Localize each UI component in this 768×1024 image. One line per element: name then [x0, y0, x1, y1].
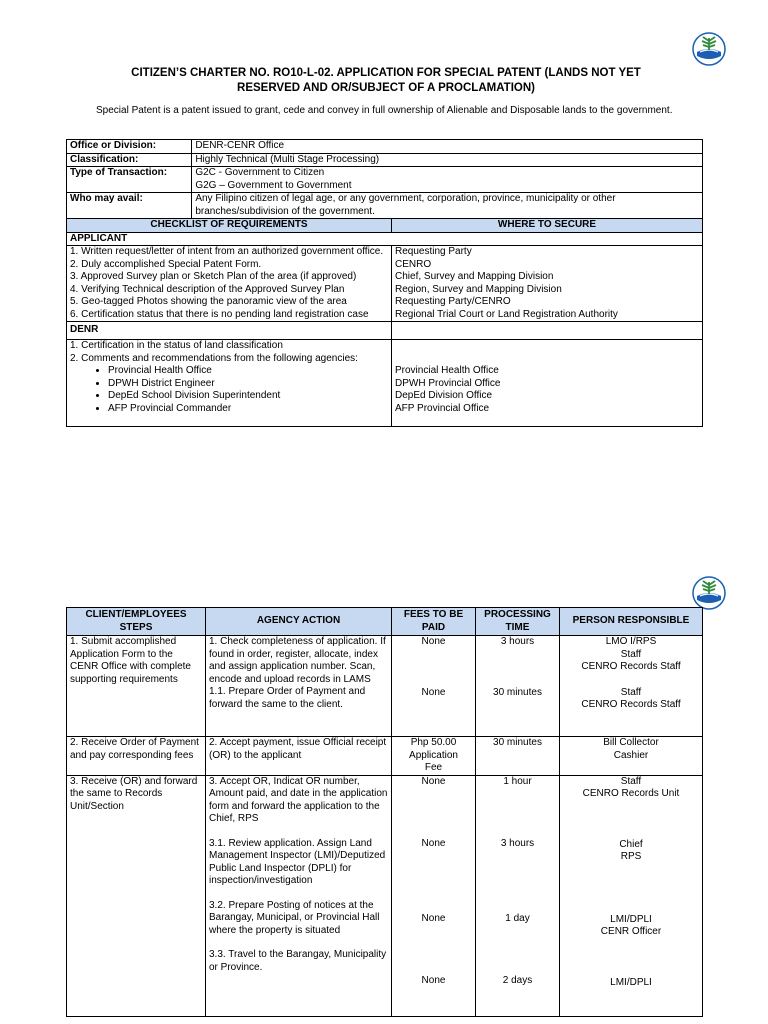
office-label: Office or Division:: [67, 140, 192, 154]
fee-cell: [392, 737, 476, 776]
time-cell: [476, 636, 560, 737]
page-title: [66, 66, 706, 96]
person-value: CENRO Records Staff: [581, 661, 681, 672]
time-value: 30 minutes: [493, 686, 542, 698]
list-item: • Provincial Health Office: [108, 365, 388, 378]
time-cell: 30 minutes: [476, 737, 560, 776]
person-value: Chief: [619, 838, 643, 850]
applicant-requirements: [67, 246, 392, 322]
requirements-table: [66, 139, 703, 427]
list-item: AFP Provincial Office: [395, 402, 490, 414]
step-cell: 3. Receive (OR) and forward the same to Records Unit/Section: [67, 775, 206, 1016]
classification-value: Highly Technical (Multi Stage Processing): [192, 153, 703, 167]
classification-label: Classification:: [67, 153, 192, 167]
table-row: [67, 246, 703, 322]
list-item: 2. Duly accomplished Special Patent Form.: [70, 258, 262, 270]
transaction-type-label: Type of Transaction:: [67, 167, 192, 193]
person-cell: [560, 636, 703, 737]
table-row: [67, 153, 703, 167]
table-row: [67, 232, 703, 246]
person-cell: [560, 775, 703, 1016]
person-value: LMO I/RPS: [605, 636, 657, 647]
table-row: [67, 737, 703, 776]
empty-cell: [392, 322, 703, 340]
step-cell: 1. Submit accomplished Application Form to the CENR Office with complete supporting requirements: [67, 636, 206, 737]
table-row: [67, 193, 703, 219]
person-value: RPS: [620, 851, 642, 862]
fee-value: Php 50.00: [410, 737, 457, 748]
fee-value: None: [421, 975, 446, 986]
denr-logo: [692, 576, 726, 610]
action-text: 1. Check completeness of application. If found in order, register, allocate, index and assign application number. Scan, encode and upload records in LAMS: [209, 636, 386, 685]
denr-sources: [392, 340, 703, 427]
person-value: Staff: [620, 686, 642, 698]
list-item: 2. Comments and recommendations from the following agencies:: [70, 352, 358, 364]
action-text: 3.2. Prepare Posting of notices at the Barangay, Municipal, or Provincial Hall where the property is situated: [209, 899, 380, 936]
title-line-2: RESERVED AND OR/SUBJECT OF A PROCLAMATION): [237, 82, 535, 94]
person-value: CENRO Records Unit: [582, 788, 680, 799]
action-text: 3.1. Review application. Assign Land Management Inspector (LMI)/Deputized Public Land Inspector (DPLI) for inspection/investigation: [209, 837, 386, 886]
list-item: Region, Survey and Mapping Division: [395, 283, 562, 295]
who-may-avail-label: Who may avail:: [67, 193, 192, 219]
person-value: Staff: [620, 775, 642, 787]
person-value: LMI/DPLI: [610, 913, 652, 925]
list-item: Provincial Health Office: [395, 365, 499, 376]
applicant-sources: [392, 246, 703, 322]
applicant-section-label: APPLICANT: [67, 232, 703, 246]
list-item: CENRO: [395, 258, 432, 270]
process-header-row: [67, 608, 703, 636]
transaction-g2g: G2G – Government to Government: [195, 179, 352, 191]
table-row: [67, 636, 703, 737]
time-value: 1 day: [505, 912, 530, 924]
fee-value: Fee: [424, 762, 443, 773]
person-value: CENR Officer: [600, 926, 662, 937]
list-item: 1. Certification in the status of land classification: [70, 340, 283, 351]
denr-section-label: DENR: [67, 322, 392, 340]
person-value: Bill Collector: [603, 737, 659, 748]
time-value: 2 days: [502, 975, 533, 986]
fee-value: None: [421, 912, 446, 924]
steps-header: CLIENT/EMPLOYEES STEPS: [67, 608, 206, 636]
table-row: [67, 340, 703, 427]
transaction-g2c: G2C - Government to Citizen: [195, 167, 325, 178]
action-cell: [206, 775, 392, 1016]
list-item: Requesting Party: [395, 246, 472, 257]
office-value: DENR-CENR Office: [192, 140, 703, 154]
step-cell: 2. Receive Order of Payment and pay corresponding fees: [67, 737, 206, 776]
person-value: Cashier: [613, 749, 649, 761]
denr-logo: [692, 32, 726, 66]
where-to-secure-header: WHERE TO SECURE: [392, 219, 703, 233]
table-row: [67, 775, 703, 1016]
list-item: Chief, Survey and Mapping Division: [395, 271, 554, 282]
list-item: Requesting Party/CENRO: [395, 296, 511, 307]
table-row: [67, 140, 703, 154]
checklist-header: CHECKLIST OF REQUIREMENTS: [67, 219, 392, 233]
person-value: Staff: [620, 648, 642, 660]
fee-value: None: [421, 686, 446, 698]
person-value: CENRO Records Staff: [581, 699, 681, 710]
fee-value: Application: [409, 749, 458, 761]
transaction-type-value: [192, 167, 703, 193]
list-item: Regional Trial Court or Land Registration Authority: [395, 308, 618, 320]
list-item: 3. Approved Survey plan or Sketch Plan of the area (if approved): [70, 271, 357, 282]
fee-value: None: [421, 775, 446, 787]
person-responsible-header: PERSON RESPONSIBLE: [560, 608, 703, 636]
list-item: DPWH Provincial Office: [395, 377, 501, 389]
list-item: 1. Written request/letter of intent from an authorized government office.: [70, 246, 384, 257]
fee-cell: [392, 636, 476, 737]
table-row: [67, 167, 703, 193]
action-text: 3.3. Travel to the Barangay, Municipality or Province.: [209, 949, 387, 973]
action-text: 1.1. Prepare Order of Payment and forward the same to the client.: [209, 686, 366, 710]
list-item: 4. Verifying Technical description of the Approved Survey Plan: [70, 283, 345, 295]
list-item: 6. Certification status that there is no pending land registration case: [70, 308, 369, 320]
title-line-1: CITIZEN’S CHARTER NO. RO10-L-02. APPLICATION FOR SPECIAL PATENT (LANDS NOT YET: [131, 67, 641, 79]
fees-header: FEES TO BE PAID: [392, 608, 476, 636]
table-row: [67, 322, 703, 340]
agency-action-header: AGENCY ACTION: [206, 608, 392, 636]
time-cell: [476, 775, 560, 1016]
fee-value: None: [421, 636, 446, 647]
time-value: 3 hours: [500, 636, 535, 647]
denr-requirements: [67, 340, 392, 427]
time-value: 3 hours: [500, 838, 535, 849]
action-text: 3. Accept OR, Indicat OR number, Amount paid, and date in the application form and forward the application to the Chief, RPS: [209, 775, 388, 824]
list-item: 5. Geo-tagged Photos showing the panoramic view of the area: [70, 296, 347, 307]
list-item: • AFP Provincial Commander: [108, 403, 388, 416]
list-item: • DPWH District Engineer: [108, 378, 388, 391]
intro-paragraph: Special Patent is a patent issued to grant, cede and convey in full ownership of Alienable and Disposable lands to the government.: [96, 105, 673, 116]
process-table: [66, 607, 703, 1017]
person-value: LMI/DPLI: [610, 976, 652, 988]
list-item: DepEd Division Office: [395, 390, 493, 401]
processing-time-header: PROCESSING TIME: [476, 608, 560, 636]
action-cell: [206, 636, 392, 737]
who-may-avail-value: Any Filipino citizen of legal age, or any government, corporation, province, municipality or other branches/subdivision of the government.: [192, 193, 703, 219]
fee-value: None: [421, 838, 446, 849]
checklist-header-row: [67, 219, 703, 233]
time-value: 1 hour: [503, 775, 532, 787]
list-item: • DepEd School Division Superintendent: [108, 390, 388, 403]
fee-cell: [392, 775, 476, 1016]
agency-list: [70, 365, 388, 415]
action-cell: 2. Accept payment, issue Official receipt (OR) to the applicant: [206, 737, 392, 776]
person-cell: [560, 737, 703, 776]
